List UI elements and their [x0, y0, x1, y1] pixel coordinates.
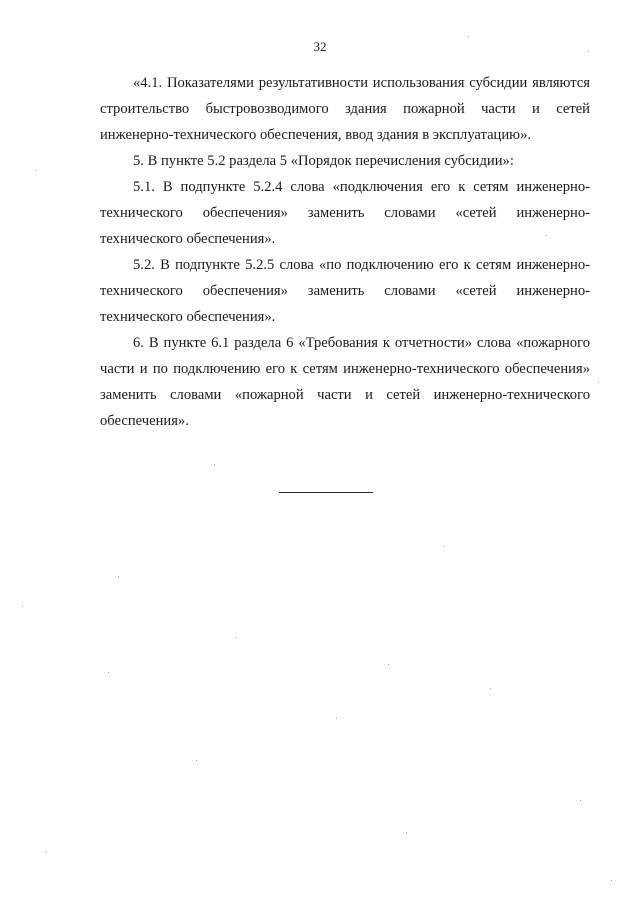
scan-speck — [46, 852, 47, 853]
scan-speck — [443, 546, 444, 547]
scan-speck — [388, 664, 389, 665]
scan-speck — [108, 672, 109, 673]
scan-speck — [490, 688, 491, 689]
scan-speck — [214, 464, 215, 465]
scan-speck — [588, 51, 589, 52]
scan-speck — [118, 576, 119, 577]
scan-speck — [336, 718, 337, 719]
scan-speck — [580, 800, 581, 801]
scan-speck — [196, 760, 197, 761]
scan-speck — [468, 36, 469, 37]
scan-speck — [406, 832, 407, 833]
paragraph-6: 6. В пункте 6.1 раздела 6 «Требования к отчетности» слова «пожарного части и по подключению его к сетям инженерно-технического обеспечения» заменить словами «пожарной части и сетей инженерно-технического обеспечения». — [100, 335, 590, 429]
paragraph-5-1: 5.1. В подпункте 5.2.4 слова «подключения его к сетям инженерно-технического обеспечения» заменить словами «сетей инженерно-технического обеспечения». — [100, 179, 590, 247]
end-of-text-rule — [279, 492, 373, 493]
scan-speck — [546, 235, 547, 236]
scan-speck — [598, 382, 599, 383]
paragraph-5: 5. В пункте 5.2 раздела 5 «Порядок перечисления субсидии»: — [133, 153, 514, 169]
scan-speck — [611, 880, 612, 881]
scan-speck — [36, 170, 37, 171]
document-body — [100, 70, 590, 434]
paragraph-4-1: «4.1. Показателями результативности использования субсидии являются строительство быстровозводимого здания пожарной части и сетей инженерно-технического обеспечения, ввод здания в эксплуатацию». — [100, 75, 590, 143]
scan-speck — [22, 606, 23, 607]
scan-speck — [235, 637, 236, 638]
page-number: 32 — [313, 39, 327, 54]
paragraph-5-2: 5.2. В подпункте 5.2.5 слова «по подключению его к сетям инженерно-технического обеспечения» заменить словами «сетей инженерно-технического обеспечения». — [100, 257, 590, 325]
